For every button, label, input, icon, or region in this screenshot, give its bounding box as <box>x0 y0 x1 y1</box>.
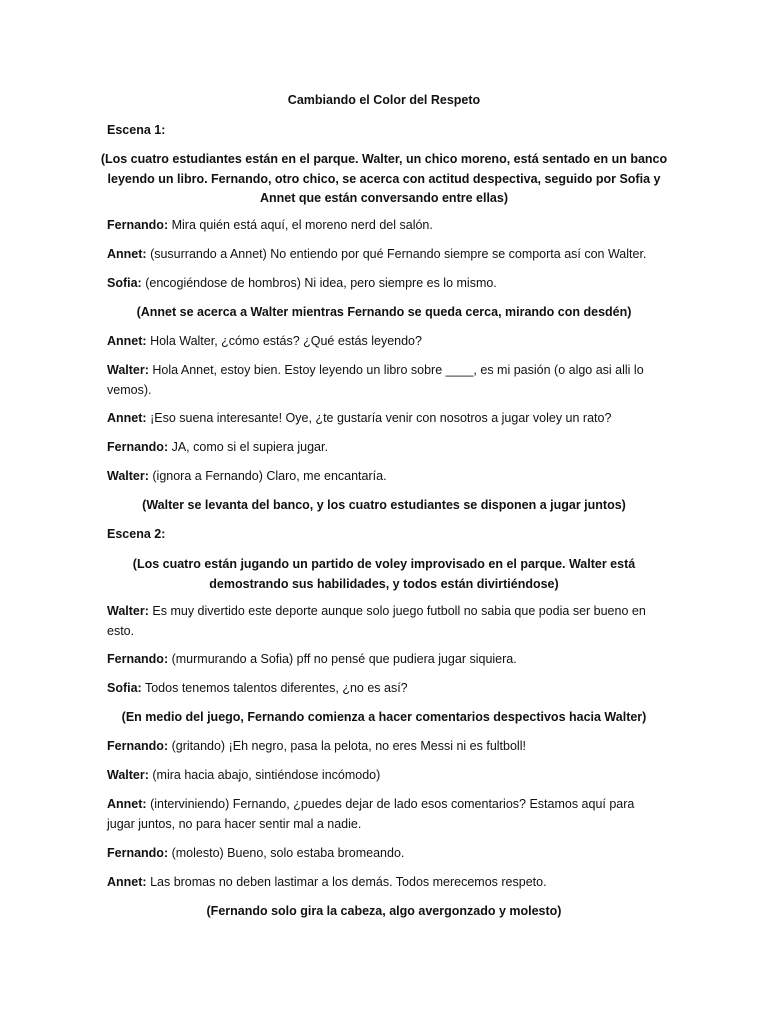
dialogue-line <box>107 332 662 352</box>
dialogue-text: JA, como si el supiera jugar. <box>171 440 328 454</box>
stage-direction: (En medio del juego, Fernando comienza a hacer comentarios despectivos hacia Walter) <box>121 710 647 724</box>
dialogue-line <box>107 795 662 834</box>
dialogue-text: (encogiéndose de hombros) Ni idea, pero siempre es lo mismo. <box>145 276 497 290</box>
scene-heading: Escena 2: <box>107 527 166 541</box>
speaker-name: Annet: <box>107 411 147 425</box>
dialogue-line <box>107 361 662 400</box>
dialogue-text: (susurrando a Annet) No entiendo por qué Fernando siempre se comporta así con Walter. <box>150 247 647 261</box>
speaker-name: Annet: <box>107 875 147 889</box>
speaker-name: Walter: <box>107 604 149 618</box>
speaker-name: Walter: <box>107 363 149 377</box>
dialogue-line <box>107 245 662 265</box>
speaker-name: Walter: <box>107 768 149 782</box>
speaker-name: Annet: <box>107 334 147 348</box>
dialogue-line <box>107 844 662 864</box>
speaker-name: Fernando: <box>107 739 169 753</box>
speaker-name: Sofia: <box>107 276 142 290</box>
speaker-name: Fernando: <box>107 440 169 454</box>
stage-direction: (Annet se acerca a Walter mientras Fernando se queda cerca, mirando con desdén) <box>136 305 632 319</box>
dialogue-line <box>107 409 662 429</box>
dialogue-text: (ignora a Fernando) Claro, me encantaría. <box>152 469 387 483</box>
stage-direction: (Los cuatro están jugando un partido de voley improvisado en el parque. Walter está demostrando sus habilidades, y todos están divirtiéndose) <box>132 557 636 591</box>
dialogue-line <box>107 467 662 487</box>
dialogue-line <box>107 650 662 670</box>
dialogue-text: Mira quién está aquí, el moreno nerd del salón. <box>171 218 433 232</box>
stage-direction: (Walter se levanta del banco, y los cuatro estudiantes se disponen a jugar juntos) <box>142 498 626 512</box>
speaker-name: Fernando: <box>107 846 169 860</box>
speaker-name: Annet: <box>107 797 147 811</box>
dialogue-text: Las bromas no deben lastimar a los demás. Todos merecemos respeto. <box>150 875 547 889</box>
dialogue-text: (molesto) Bueno, solo estaba bromeando. <box>171 846 405 860</box>
dialogue-text: Es muy divertido este deporte aunque solo juego futboll no sabia que podia ser bueno en esto. <box>107 604 646 638</box>
speaker-name: Sofia: <box>107 681 142 695</box>
dialogue-text: (gritando) ¡Eh negro, pasa la pelota, no eres Messi ni es fultboll! <box>171 739 526 753</box>
dialogue-line <box>107 438 662 458</box>
dialogue-text: Hola Annet, estoy bien. Estoy leyendo un libro sobre ____, es mi pasión (o algo asi alli lo vemos). <box>107 363 644 397</box>
dialogue-text: (interviniendo) Fernando, ¿puedes dejar de lado esos comentarios? Estamos aquí para jugar juntos, no para hacer sentir mal a nadie. <box>107 797 635 831</box>
dialogue-text: ¡Eso suena interesante! Oye, ¿te gustaría venir con nosotros a jugar voley un rato? <box>150 411 612 425</box>
speaker-name: Fernando: <box>107 652 169 666</box>
dialogue-line <box>107 679 662 699</box>
dialogue-line <box>107 737 662 757</box>
speaker-name: Walter: <box>107 469 149 483</box>
document-title: Cambiando el Color del Respeto <box>287 93 481 107</box>
dialogue-line <box>107 602 662 641</box>
dialogue-text: (murmurando a Sofia) pff no pensé que pudiera jugar siquiera. <box>171 652 517 666</box>
dialogue-line <box>107 766 662 786</box>
dialogue-text: Hola Walter, ¿cómo estás? ¿Qué estás leyendo? <box>150 334 422 348</box>
stage-direction: (Fernando solo gira la cabeza, algo avergonzado y molesto) <box>206 904 562 918</box>
dialogue-line <box>107 274 662 294</box>
dialogue-text: (mira hacia abajo, sintiéndose incómodo) <box>152 768 381 782</box>
dialogue-line <box>107 216 662 236</box>
stage-direction: (Los cuatro estudiantes están en el parque. Walter, un chico moreno, está sentado en un banco leyendo un libro. Fernando, otro chico, se acerca con actitud despectiva, seguido por Sofia y Annet que están conversando entre ellas) <box>100 152 668 205</box>
speaker-name: Annet: <box>107 247 147 261</box>
scene-heading: Escena 1: <box>107 123 166 137</box>
dialogue-line <box>107 873 662 893</box>
dialogue-text: Todos tenemos talentos diferentes, ¿no es así? <box>144 681 408 695</box>
speaker-name: Fernando: <box>107 218 169 232</box>
